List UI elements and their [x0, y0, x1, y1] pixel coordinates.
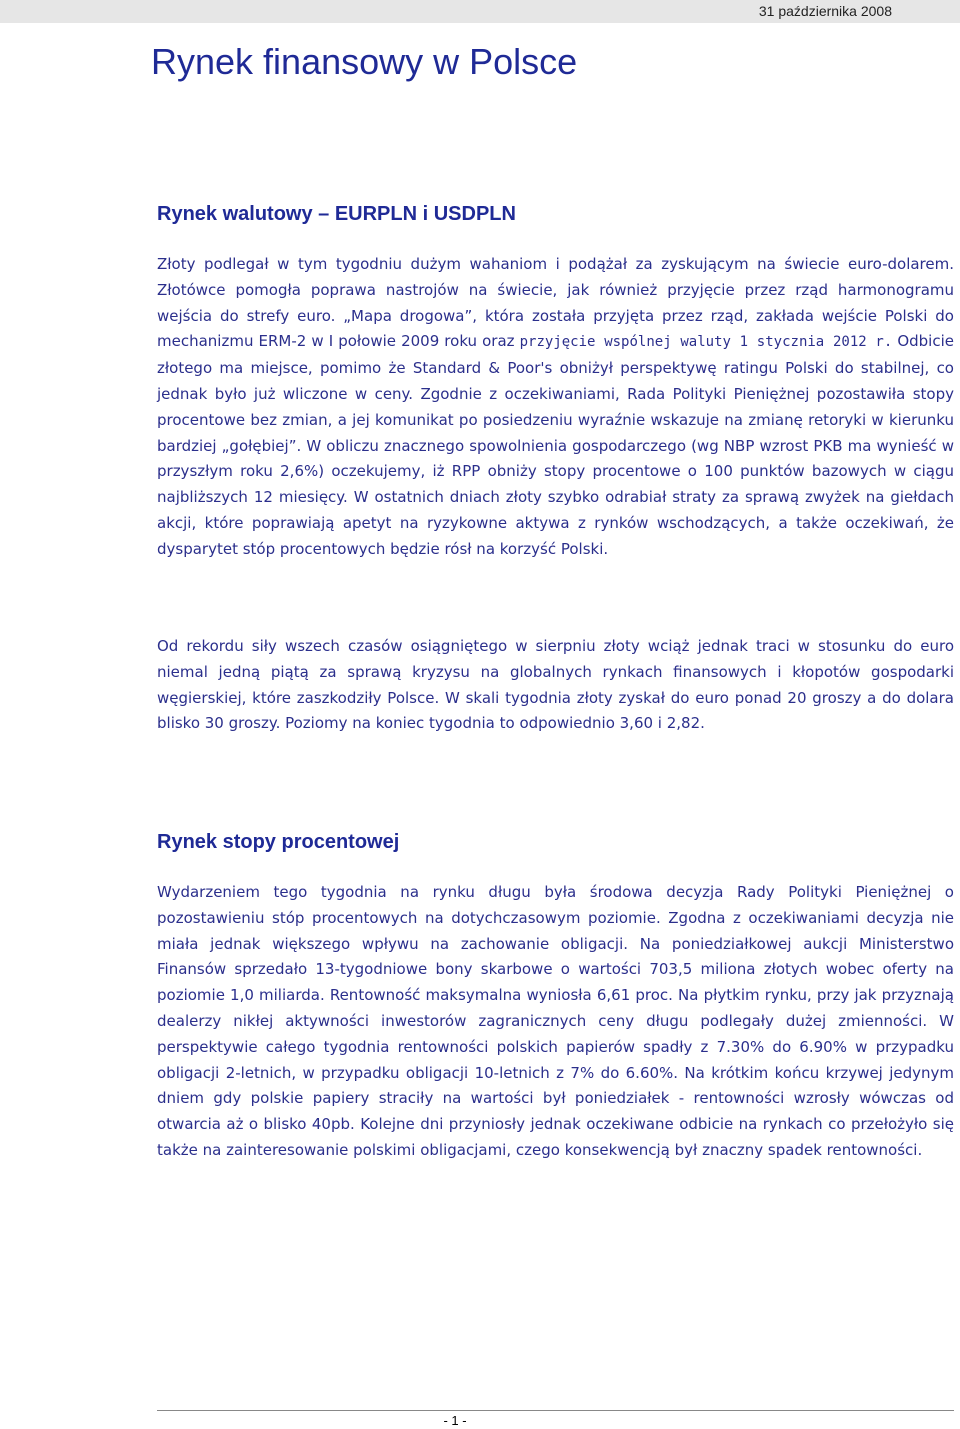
paragraph-fx-1-part2: przyjęcie wspólnej waluty 1 stycznia 2012 r.	[519, 334, 893, 351]
paragraph-fx-2: Od rekordu siły wszech czasów osiągniętego w sierpniu złoty wciąż jednak traci w stosunku do euro niemal jedną piątą za sprawą kryzysu na globalnych rynkach finansowych i kłopotów gospodarki węgierskiej, które zaszkodziły Polsce. W skali tygodnia złoty zyskał do euro ponad 20 groszy a do dolara blisko 30 groszy. Poziomy na koniec tygodnia to odpowiednio 3,60 i 2,82.	[157, 637, 954, 733]
header-date: 31 października 2008	[758, 3, 892, 19]
footer-divider	[157, 1410, 954, 1411]
paragraph-fx-1	[157, 252, 954, 563]
page-number: - 1 -	[443, 1413, 467, 1428]
section-heading-fx: Rynek walutowy – EURPLN i USDPLN	[157, 203, 516, 225]
header-bar	[0, 0, 960, 23]
section-heading-rates: Rynek stopy procentowej	[157, 831, 400, 853]
paragraph-fx-1-part1: Złoty podlegał w tym tygodniu dużym wahaniom i podążał za zyskującym na świecie euro-dolarem. Złotówce pomogła poprawa nastrojów na świecie, jak również przyjęcie przez rząd harmonogramu wejścia do strefy euro. „Mapa drogowa”, która została przyjęta przez rząd, zakłada wejście Polski do mechanizmu ERM-2 w I połowie 2009 roku oraz	[157, 255, 954, 351]
paragraph-fx-1-part3: Odbicie złotego ma miejsce, pomimo że Standard & Poor's obniżył perspektywę ratingu Polski do stabilnej, co jednak było już wliczone w ceny. Zgodnie z oczekiwaniami, Rada Polityki Pieniężnej pozostawiła stopy procentowe bez zmian, a jej komunikat po posiedzeniu wyraźnie wskazuje na zmianę retoryki w kierunku bardziej „gołębiej”. W obliczu znacznego spowolnienia gospodarczego (wg NBP wzrost PKB ma wynieść w przyszłym roku 2,6%) oczekujemy, iż RPP obniży stopy procentowe o 100 punktów bazowych w ciągu najbliższych 12 miesięcy. W ostatnich dniach złoty szybko odrabiał straty za sprawą zwyżek na giełdach akcji, które poprawiają apetyt na ryzykowne aktywa z rynków wschodzących, a także oczekiwań, że dysparytet stóp procentowych będzie rósł na korzyść Polski.	[157, 332, 954, 558]
document-title: Rynek finansowy w Polsce	[151, 41, 578, 82]
paragraph-rates-1: Wydarzeniem tego tygodnia na rynku długu była środowa decyzja Rady Polityki Pieniężnej o pozostawieniu stóp procentowych na dotychczasowym poziomie. Zgodna z oczekiwaniami decyzja nie miała jednak większego wpływu na zachowanie obligacji. Na poniedziałkowej aukcji Ministerstwo Finansów sprzedało 13-tygodniowe bony skarbowe o wartości 703,5 miliona złotych wobec oferty na poziomie 1,0 miliarda. Rentowność maksymalna wyniosła 6,61 proc. Na płytkim rynku, przy jak przyznają dealerzy nikłej aktywności inwestorów zagranicznych ceny długu podlegały dużej zmienności. W perspektywie całego tygodnia rentowności polskich papierów spadły z 7.30% do 6.90% w przypadku obligacji 2-letnich, w przypadku obligacji 10-letnich z 7% do 6.60%. Na krótkim końcu krzywej jedynym dniem gdy polskie papiery straciły na wartości był poniedziałek - rentowności wzrosły wówczas od otwarcia aż o blisko 40pb. Kolejne dni przyniosły jednak oczekiwane odbicie na rynkach co przełożyło się także na zainteresowanie polskimi obligacjami, czego konsekwencją był znaczny spadek rentowności.	[157, 883, 954, 1159]
